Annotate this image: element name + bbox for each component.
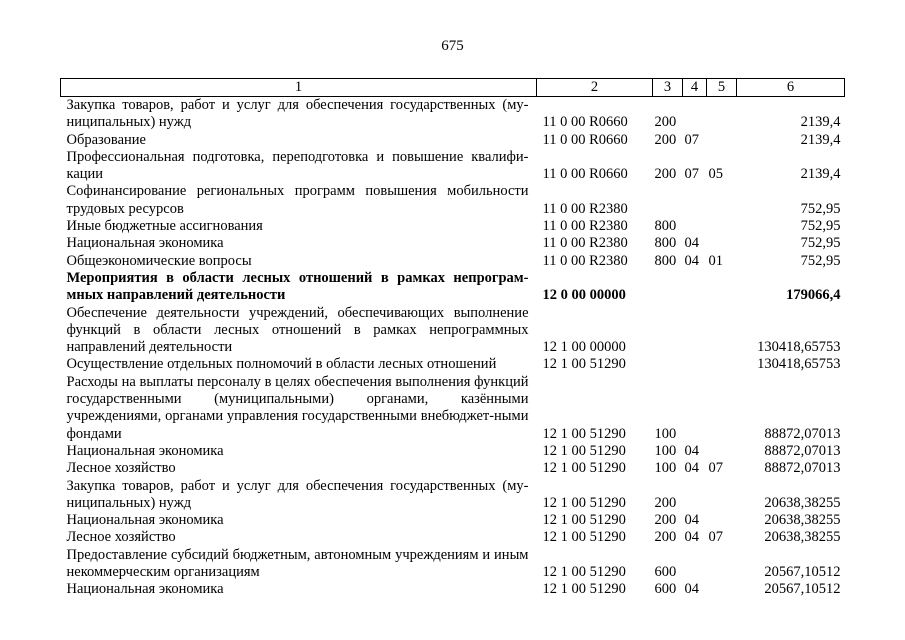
- subsection-code: [707, 443, 737, 460]
- subsection-code: 07: [708, 460, 723, 477]
- section-code: [683, 547, 707, 582]
- row-name: Лесное хозяйство: [66, 529, 176, 546]
- amount: 179066,4: [786, 287, 841, 304]
- row-name: Национальная экономика: [66, 442, 224, 459]
- expense-type-code: 800: [654, 252, 677, 269]
- subsection-code: [707, 356, 737, 373]
- amount: 130418,65753: [757, 356, 841, 373]
- expense-type-code: 200: [654, 131, 677, 148]
- subsection-code: 07: [708, 529, 723, 546]
- target-article-code: 12 1 00 51290: [542, 425, 626, 442]
- expense-type-code: 800: [654, 235, 677, 252]
- section-code: 04: [684, 252, 699, 269]
- table-row: [61, 512, 845, 529]
- expense-type-code: [653, 270, 683, 305]
- expense-type-code: [653, 183, 683, 218]
- section-code: 07: [684, 166, 699, 183]
- subsection-code: [707, 478, 737, 513]
- section-code: 07: [684, 131, 699, 148]
- table-row: [61, 149, 845, 184]
- subsection-code: [707, 97, 737, 132]
- target-article-code: 11 0 00 R0660: [542, 114, 628, 131]
- row-name: Закупка товаров, работ и услуг для обеспечения государственных (му-ниципальных) нужд: [66, 97, 529, 131]
- row-name: Национальная экономика: [66, 581, 224, 598]
- table-row: [61, 132, 845, 149]
- table-row: [61, 97, 845, 132]
- row-name: Образование: [66, 131, 146, 148]
- column-header-6: 6: [737, 79, 845, 97]
- expense-type-code: 100: [654, 460, 677, 477]
- row-name: Мероприятия в области лесных отношений в рамках непрограм-мных направлений деятельности: [66, 269, 529, 304]
- section-code: [683, 270, 707, 305]
- table-row: [61, 218, 845, 235]
- table-row: [61, 235, 845, 252]
- row-name: Закупка товаров, работ и услуг для обеспечения государственных (му-ниципальных) нужд: [66, 477, 529, 511]
- target-article-code: 12 1 00 51290: [542, 356, 626, 373]
- expense-type-code: 200: [654, 494, 677, 511]
- subsection-code: [707, 183, 737, 218]
- table-row: [61, 183, 845, 218]
- row-name: Осуществление отдельных полномочий в области лесных отношений: [66, 356, 497, 373]
- expense-type-code: [653, 356, 683, 373]
- column-number-row: [61, 79, 845, 97]
- section-code: [683, 183, 707, 218]
- table-row: [61, 460, 845, 477]
- amount: 2139,4: [800, 114, 841, 131]
- expense-type-code: 100: [654, 425, 677, 442]
- expense-type-code: [653, 305, 683, 357]
- row-name: Национальная экономика: [66, 235, 224, 252]
- amount: 88872,07013: [764, 442, 841, 459]
- expense-type-code: 200: [654, 512, 677, 529]
- section-code: [683, 374, 707, 443]
- subsection-code: 05: [708, 166, 723, 183]
- row-name: Иные бюджетные ассигнования: [66, 218, 263, 235]
- expense-type-code: 600: [654, 581, 677, 598]
- section-code: [683, 97, 707, 132]
- expense-type-code: 200: [654, 166, 677, 183]
- subsection-code: 01: [708, 252, 723, 269]
- target-article-code: 12 1 00 51290: [542, 460, 626, 477]
- section-code: [683, 478, 707, 513]
- target-article-code: 12 0 00 00000: [542, 287, 626, 304]
- section-code: 04: [684, 460, 699, 477]
- subsection-code: [707, 374, 737, 443]
- amount: 752,95: [800, 252, 841, 269]
- row-name: Национальная экономика: [66, 512, 224, 529]
- budget-table: [60, 78, 845, 599]
- table-row: [61, 374, 845, 443]
- target-article-code: 11 0 00 R2380: [542, 200, 628, 217]
- column-header-4: 4: [683, 79, 707, 97]
- table-body: [61, 97, 845, 599]
- amount: 752,95: [800, 218, 841, 235]
- target-article-code: 12 1 00 51290: [542, 564, 626, 581]
- target-article-code: 11 0 00 R2380: [542, 252, 628, 269]
- subsection-code: [707, 132, 737, 149]
- section-code: [683, 356, 707, 373]
- row-name: Софинансирование региональных программ повышения мобильности трудовых ресурсов: [66, 183, 529, 217]
- column-header-5: 5: [707, 79, 737, 97]
- target-article-code: 12 1 00 51290: [542, 494, 626, 511]
- row-name: Профессиональная подготовка, переподготовка и повышение квалифи-кации: [66, 148, 529, 183]
- section-code: 04: [684, 512, 699, 529]
- target-article-code: 12 1 00 51290: [542, 581, 626, 598]
- expense-type-code: 200: [654, 114, 677, 131]
- section-code: 04: [684, 235, 699, 252]
- target-article-code: 12 1 00 51290: [542, 529, 626, 546]
- table-row: [61, 253, 845, 270]
- target-article-code: 12 1 00 00000: [542, 339, 626, 356]
- subsection-code: [707, 218, 737, 235]
- page-number: 675: [441, 38, 464, 54]
- row-name: Лесное хозяйство: [66, 460, 176, 477]
- amount: 88872,07013: [764, 425, 841, 442]
- table-row: [61, 547, 845, 582]
- subsection-code: [707, 235, 737, 252]
- subsection-code: [707, 270, 737, 305]
- table-row: [61, 529, 845, 546]
- section-code: 04: [684, 442, 699, 459]
- target-article-code: 12 1 00 51290: [542, 512, 626, 529]
- amount: 20567,10512: [764, 581, 841, 598]
- section-code: 04: [684, 581, 699, 598]
- amount: 20638,38255: [764, 512, 841, 529]
- target-article-code: 11 0 00 R2380: [542, 218, 628, 235]
- row-name: Расходы на выплаты персоналу в целях обеспечения выполнения функций государственными (муниципальными) органами, казёнными учреждениями, органами управления государственными внебюджет-ными фондами: [66, 373, 529, 442]
- section-code: [683, 305, 707, 357]
- table-row: [61, 270, 845, 305]
- table-row: [61, 443, 845, 460]
- target-article-code: 11 0 00 R0660: [542, 166, 628, 183]
- target-article-code: 11 0 00 R0660: [542, 131, 628, 148]
- amount: 2139,4: [800, 131, 841, 148]
- amount: 20638,38255: [764, 529, 841, 546]
- row-name: Общеэкономические вопросы: [66, 252, 252, 269]
- row-name: Обеспечение деятельности учреждений, обеспечивающих выполнение функций в области лесных отношений в рамках непрограммных направлений деятельности: [66, 304, 529, 356]
- expense-type-code: 600: [654, 564, 677, 581]
- table-row: [61, 478, 845, 513]
- section-code: 04: [684, 529, 699, 546]
- subsection-code: [707, 547, 737, 582]
- subsection-code: [707, 305, 737, 357]
- target-article-code: 12 1 00 51290: [542, 442, 626, 459]
- row-name: Предоставление субсидий бюджетным, автономным учреждениям и иным некоммерческим организациям: [66, 546, 529, 581]
- amount: 20638,38255: [764, 494, 841, 511]
- column-header-1: 1: [61, 79, 537, 97]
- amount: 2139,4: [800, 166, 841, 183]
- subsection-code: [707, 581, 737, 598]
- amount: 20567,10512: [764, 564, 841, 581]
- section-code: [683, 218, 707, 235]
- amount: 130418,65753: [757, 339, 841, 356]
- column-header-3: 3: [653, 79, 683, 97]
- expense-type-code: 200: [654, 529, 677, 546]
- amount: 88872,07013: [764, 460, 841, 477]
- expense-type-code: 800: [654, 218, 677, 235]
- subsection-code: [707, 512, 737, 529]
- expense-type-code: 100: [654, 442, 677, 459]
- table-row: [61, 581, 845, 598]
- target-article-code: 11 0 00 R2380: [542, 235, 628, 252]
- column-header-2: 2: [537, 79, 653, 97]
- table-row: [61, 356, 845, 373]
- table-row: [61, 305, 845, 357]
- amount: 752,95: [800, 235, 841, 252]
- amount: 752,95: [800, 200, 841, 217]
